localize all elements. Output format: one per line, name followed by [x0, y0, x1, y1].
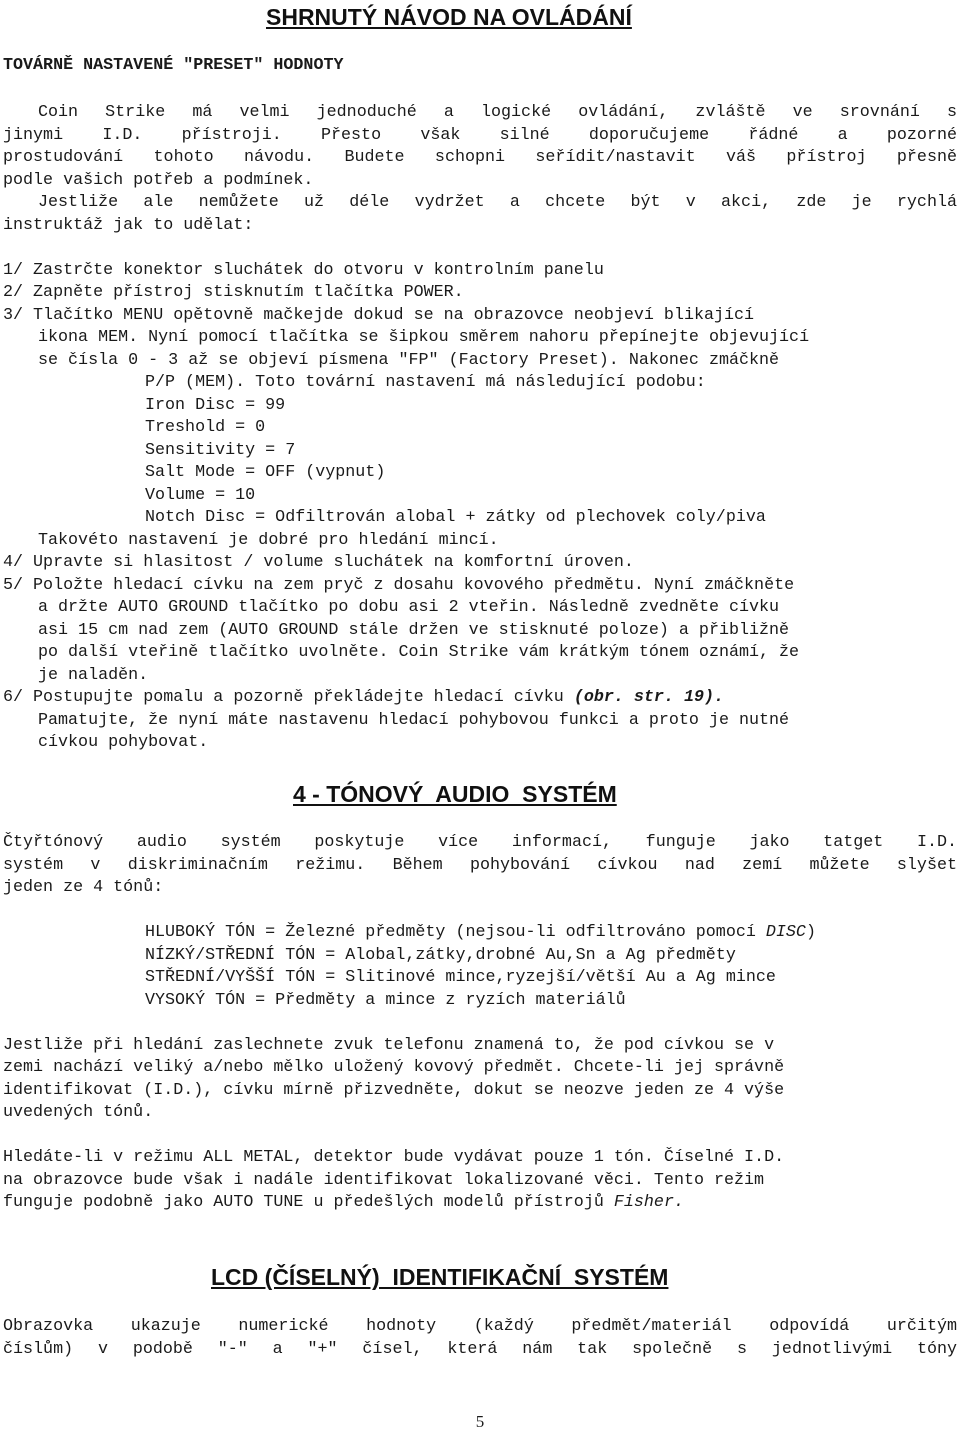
preset-item-treshold: Treshold = 0	[145, 418, 266, 437]
disc-term: DISC	[765, 923, 806, 942]
preset-item-iron-disc: Iron Disc = 99	[145, 396, 286, 415]
intro-line-6: instruktáž jak to udělat:	[3, 216, 254, 235]
step-3-line-2: ikona MEM. Nyní pomocí tlačítka se šipkou směrem nahoru přepínejte objevující	[38, 328, 810, 347]
intro-line-3: prostudování tohoto návodu. Budete schopni seřídit/nastavit váš přístroj přesně	[3, 148, 957, 167]
step-3-line-1: 3/ Tlačítko MENU opětovně mačkejde dokud se na obrazovce neobjeví blikající	[3, 306, 755, 325]
tone-mid-high: STŘEDNÍ/VYŠŠÍ TÓN = Slitinové mince,ryzejší/větší Au a Ag mince	[145, 968, 776, 987]
preset-item-sensitivity: Sensitivity = 7	[145, 441, 296, 460]
step-4: 4/ Upravte si hlasitost / volume sluchátek na komfortní úroven.	[3, 553, 634, 572]
section-subtitle: TOVÁRNĚ NASTAVENÉ "PRESET" HODNOTY	[3, 56, 344, 75]
step-3-note: Takovéto nastavení je dobré pro hledání mincí.	[38, 531, 499, 550]
step-5-line-1: 5/ Položte hledací cívku na zem pryč z dosahu kovového předmětu. Nyní zmáčkněte	[3, 576, 795, 595]
phone-para-line-2: zemi nachází veliký a/nebo mělko uložený kovový předmět. Chcete-li jej správně	[3, 1058, 785, 1077]
audio-para-line-1: Čtyřtónový audio systém poskytuje více informací, funguje jako tatget I.D.	[3, 833, 957, 852]
allmetal-para-line-2: na obrazovce bude však i nadále identifikovat lokalizované věci. Tento režim	[3, 1171, 765, 1190]
preset-item-volume: Volume = 10	[145, 486, 256, 505]
lcd-para-line-2: číslům) v podobě "-" a "+" čísel, která nám tak společně s jednotlivými tóny	[3, 1340, 957, 1359]
step-5-line-2: a držte AUTO GROUND tlačítko po dobu asi 2 vteřin. Následně zvedněte cívku	[38, 598, 780, 617]
tone-high: VYSOKÝ TÓN = Předměty a mince z ryzích materiálů	[145, 991, 626, 1010]
step-6-text: 6/ Postupujte pomalu a pozorně překládejte hledací cívku	[3, 688, 574, 707]
step-5-line-3: asi 15 cm nad zem (AUTO GROUND stále držen ve stisknuté poloze) a přibližně	[38, 621, 790, 640]
audio-para-line-2: systém v diskriminačním režimu. Během pohybování cívkou nad zemí můžete slyšet	[3, 856, 957, 875]
step-6-line-2: Pamatujte, že nyní máte nastavenu hledací pohybovou funkci a proto je nutné	[38, 711, 790, 730]
step-3-line-4: P/P (MEM). Toto tovární nastavení má následující podobu:	[145, 373, 706, 392]
intro-line-5: Jestliže ale nemůžete už déle vydržet a chcete být v akci, zde je rychlá	[38, 193, 957, 212]
step-3-line-3: se čísla 0 - 3 až se objeví písmena "FP" (Factory Preset). Nakonec zmáčkně	[38, 351, 780, 370]
brand-name: Fisher.	[613, 1193, 684, 1212]
step-6-line-3: cívkou pohybovat.	[38, 733, 209, 752]
step-1: 1/ Zastrčte konektor sluchátek do otvoru v kontrolním panelu	[3, 261, 604, 280]
audio-section-heading: 4 - TÓNOVÝ AUDIO SYSTÉM	[293, 781, 617, 807]
lcd-para-line-1: Obrazovka ukazuje numerické hodnoty (každý předmět/materiál odpovídá určitým	[3, 1317, 957, 1336]
figure-reference: (obr. str. 19).	[573, 688, 725, 707]
step-2: 2/ Zapněte přístroj stisknutím tlačítka POWER.	[3, 283, 464, 302]
intro-line-1: Coin Strike má velmi jednoduché a logické ovládání, zvláště ve srovnání s	[38, 103, 957, 122]
step-5-line-4: po další vteřině tlačítko uvolněte. Coin Strike vám krátkým tónem oznámí, že	[38, 643, 800, 662]
tone-deep: HLUBOKÝ TÓN = Železné předměty (nejsou-li odfiltrováno pomocí DISC)	[145, 923, 816, 942]
phone-para-line-1: Jestliže při hledání zaslechnete zvuk telefonu znamená to, že pod cívkou se v	[3, 1036, 775, 1055]
preset-item-salt-mode: Salt Mode = OFF (vypnut)	[145, 463, 386, 482]
intro-line-4: podle vašich potřeb a podmínek.	[3, 171, 314, 190]
intro-line-2: jinymi I.D. přístroji. Přesto však silné doporučujeme řádné a pozorné	[3, 126, 957, 145]
page-title: SHRNUTÝ NÁVOD NA OVLÁDÁNÍ	[266, 4, 632, 30]
step-6-line-1	[3, 687, 957, 710]
page-number: 5	[475, 1412, 485, 1431]
phone-para-line-3: identifikovat (I.D.), cívku mírně přizvedněte, dokut se neozve jeden ze 4 výše	[3, 1081, 785, 1100]
preset-item-notch-disc: Notch Disc = Odfiltrován alobal + zátky od plechovek coly/piva	[145, 508, 766, 527]
allmetal-para-line-3: funguje podobně jako AUTO TUNE u předešlých modelů přístrojů Fisher.	[3, 1193, 684, 1212]
step-5-line-5: je naladěn.	[38, 666, 149, 685]
allmetal-para-line-1: Hledáte-li v režimu ALL METAL, detektor bude vydávat pouze 1 tón. Číselné I.D.	[3, 1148, 785, 1167]
lcd-section-heading: LCD (ČÍSELNÝ) IDENTIFIKAČNÍ SYSTÉM	[211, 1264, 669, 1290]
audio-para-line-3: jeden ze 4 tónů:	[3, 878, 164, 897]
phone-para-line-4: uvedených tónů.	[3, 1103, 154, 1122]
tone-low-mid: NÍZKÝ/STŘEDNÍ TÓN = Alobal,zátky,drobné Au,Sn a Ag předměty	[145, 946, 736, 965]
